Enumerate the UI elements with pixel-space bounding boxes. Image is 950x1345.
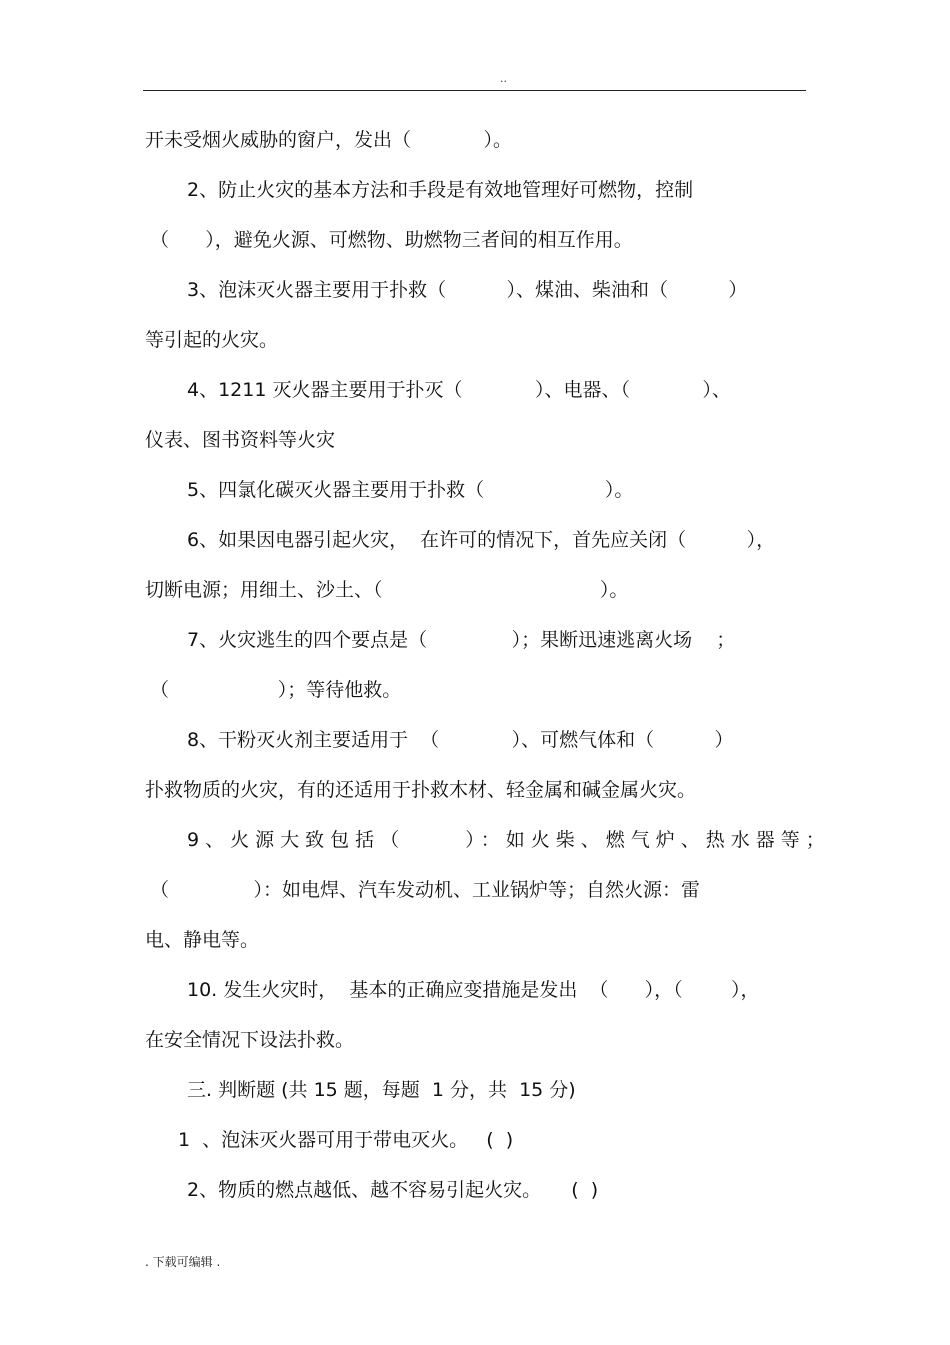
text-line: 4、1211 灭火器主要用于扑灭（ ）、电器、（ ）、 [187,379,731,401]
text-line: 9、火源大致包括（ ）：如火柴、燃气炉、热水器等； [187,829,831,851]
section-heading: 三. 判断题 (共 15 题，每题 1 分，共 15 分) [187,1079,576,1101]
text-line: （ ），避免火源、可燃物、助燃物三者间的相互作用。 [150,229,633,251]
text-line: 2、物质的燃点越低、越不容易引起火灾。 ( ) [187,1179,599,1201]
text-line: 切断电源；用细土、沙土、（ ）。 [145,579,629,601]
text-line: 10. 发生火灾时， 基本的正确应变措施是发出 （ ），（ ）， [187,979,760,1001]
text-line: 等引起的火灾。 [145,329,279,351]
text-line: 扑救物质的火灾，有的还适用于扑救木材、轻金属和碱金属火灾。 [145,779,697,801]
text-line: 5、四氯化碳灭火器主要用于扑救（ ）。 [187,479,634,501]
text-line: 8、干粉灭火剂主要适用于 （ ）、可燃气体和（ ） [187,729,734,751]
footer-text: . 下载可编辑 . [145,1255,221,1269]
text-line: 3、泡沫灭火器主要用于扑救（ ）、煤油、柴油和（ ） [187,279,748,301]
text-line: 电、静电等。 [145,929,260,951]
header-dots: .. [500,72,507,85]
header-rule [143,90,806,91]
text-line: 开未受烟火威胁的窗户，发出（ ）。 [145,129,512,151]
text-line: 在安全情况下设法扑救。 [145,1029,355,1051]
text-line: （ ）；等待他救。 [150,679,402,701]
text-line: 6、如果因电器引起火灾， 在许可的情况下，首先应关闭（ ）， [187,529,776,551]
text-line: （ ）：如电焊、汽车发动机、工业锅炉等；自然火源：雷 [150,879,701,901]
text-line: 1 、泡沫灭火器可用于带电灭火。 ( ) [178,1129,514,1151]
text-line: 7、火灾逃生的四个要点是（ ）；果断迅速逃离火场 ； [187,629,736,651]
text-line: 仪表、图书资料等火灾 [145,429,336,451]
text-line: 2、防止火灾的基本方法和手段是有效地管理好可燃物，控制 [187,179,694,201]
